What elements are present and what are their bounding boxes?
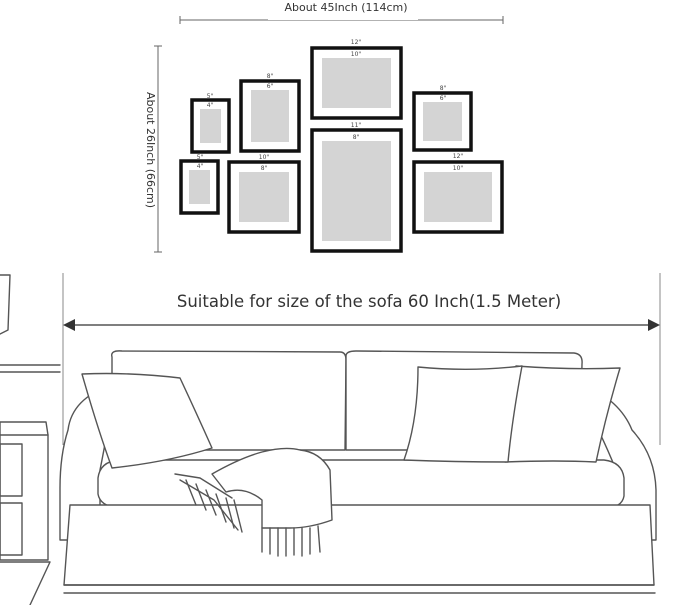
frame-large-top: [312, 39, 401, 118]
frame-medium-top: [241, 73, 299, 151]
frame-outer-label: 12": [350, 39, 362, 46]
frame-large-bottom: [312, 122, 401, 251]
frame-inner-label: 6": [266, 83, 274, 90]
frame-inner-label: 8": [352, 134, 360, 141]
frame-inner-label: 10": [452, 165, 464, 172]
floor-lamp: [0, 275, 10, 334]
height-label: About 26Inch (66cm): [144, 91, 157, 209]
frame-outer-label: 8": [439, 85, 447, 92]
frame-inner-label: 8": [260, 165, 268, 172]
sofa-label: Suitable for size of the sofa 60 Inch(1.5 Meter): [176, 292, 562, 311]
frame-small-top-left: [192, 93, 229, 152]
frame-medium-bottom: [229, 154, 299, 232]
frame-outer-label: 5": [206, 93, 214, 100]
frame-inner-label: 4": [196, 163, 204, 170]
frame-outer-label: 10": [258, 154, 270, 161]
side-table: [0, 422, 50, 605]
frame-inner-label: 10": [350, 51, 362, 58]
frame-inner-label: 4": [206, 102, 214, 109]
frame-outer-label: 11": [350, 122, 362, 129]
sofa: [60, 351, 656, 593]
width-dimension: [180, 1, 503, 24]
frame-right-bottom: [414, 153, 502, 232]
frame-outer-label: 12": [452, 153, 464, 160]
frame-small-bottom-left: [181, 154, 218, 213]
frame-outer-label: 5": [196, 154, 204, 161]
frame-outer-label: 8": [266, 73, 274, 80]
width-label: About 45Inch (114cm): [284, 1, 408, 14]
frame-inner-label: 6": [439, 95, 447, 102]
frame-right-top: [414, 85, 471, 150]
wainscot-panel: [0, 365, 60, 372]
height-dimension: [139, 46, 162, 252]
